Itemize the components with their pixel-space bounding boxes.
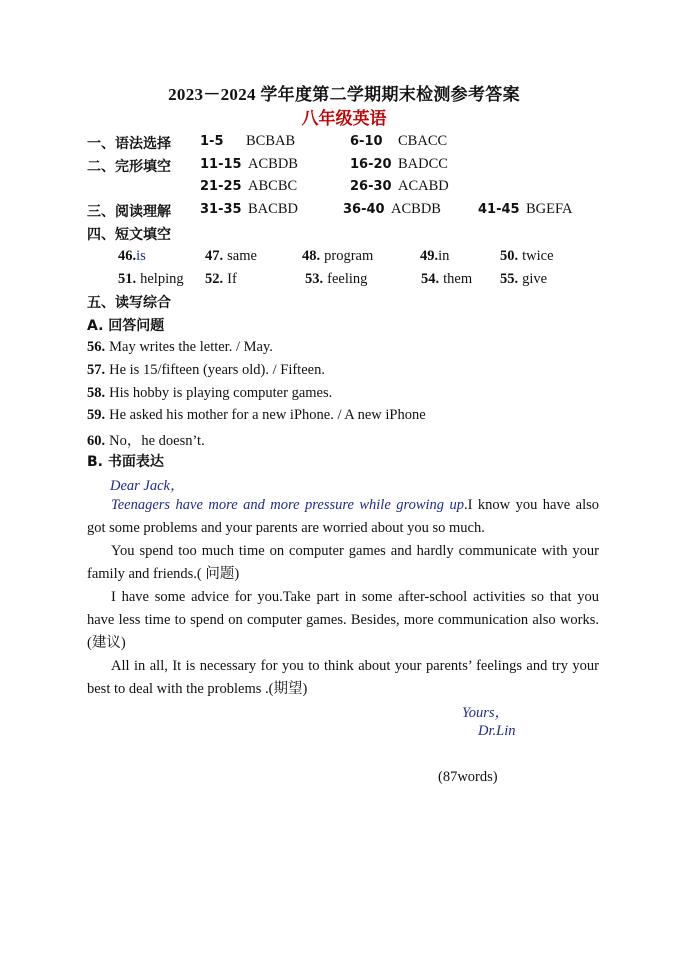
page-subtitle: 八年级英语 bbox=[301, 109, 387, 128]
topic-sentence: Teenagers have more and more pressure while growing up bbox=[111, 497, 464, 513]
answer-text: give bbox=[522, 271, 548, 287]
letter-paragraph-3 bbox=[87, 586, 599, 655]
blank-answer bbox=[302, 247, 373, 265]
qa-answer bbox=[87, 338, 273, 356]
answer-text: them bbox=[443, 271, 473, 287]
answer-key: BADCC bbox=[398, 156, 448, 172]
page-title: 2023－2024 学年度第二学期期末检测参考答案 bbox=[168, 85, 520, 104]
answer-key: ABCBC bbox=[248, 178, 298, 194]
question-number: 48. bbox=[302, 248, 321, 264]
answer-range: 11-15 bbox=[200, 157, 242, 172]
qa-answer bbox=[87, 361, 325, 379]
letter-greeting: Dear Jack， bbox=[110, 478, 185, 494]
question-number: 54. bbox=[421, 271, 440, 287]
blank-answer bbox=[205, 270, 237, 288]
question-number: 60. bbox=[87, 433, 106, 449]
question-number: 56. bbox=[87, 339, 106, 355]
answer-text: His hobby is playing computer games. bbox=[109, 385, 333, 401]
letter-signature: Dr.Lin bbox=[478, 723, 516, 739]
question-number: 51. bbox=[118, 271, 137, 287]
answer-range: 36-40 bbox=[343, 202, 385, 217]
section-integrated-heading: 五、读写综合 bbox=[87, 295, 171, 311]
answer-text: If bbox=[227, 271, 237, 287]
answer-text: helping bbox=[140, 271, 184, 287]
word-count: (87words) bbox=[438, 769, 498, 785]
paragraph-text: All in all, It is necessary for you to think about your parents’ feelings and try your best to deal with the problems .(期望) bbox=[87, 658, 599, 697]
answer-text: same bbox=[227, 248, 257, 264]
question-number: 59. bbox=[87, 407, 106, 423]
answer-range: 41-45 bbox=[478, 202, 520, 217]
part-a-heading: A. 回答问题 bbox=[87, 318, 165, 334]
paragraph-text: I have some advice for you.Take part in some after-school activities so that you have less time to spend on computer games. Besides, more communication also works.(建议) bbox=[87, 589, 599, 651]
question-number: 53. bbox=[305, 271, 324, 287]
letter-paragraph-2 bbox=[87, 540, 599, 586]
blank-answer bbox=[305, 270, 367, 288]
blank-answer bbox=[500, 247, 554, 265]
answer-text: in bbox=[438, 248, 450, 264]
qa-answer bbox=[87, 384, 332, 402]
section-cloze-heading: 二、完形填空 bbox=[87, 159, 171, 175]
question-number: 52. bbox=[205, 271, 224, 287]
question-number: 47. bbox=[205, 248, 224, 264]
answer-text: He is 15/fifteen (years old). / Fifteen. bbox=[109, 362, 325, 378]
qa-answer bbox=[87, 429, 205, 450]
blank-answer bbox=[421, 270, 472, 288]
answer-key: ACBDB bbox=[391, 201, 441, 217]
blank-answer bbox=[118, 270, 184, 288]
answer-range: 31-35 bbox=[200, 202, 242, 217]
paragraph-text: .I know you have also got some problems and your parents are worried about you so much. bbox=[87, 497, 599, 536]
answer-text: is bbox=[136, 248, 146, 264]
answer-range: 1-5 bbox=[200, 134, 224, 149]
blank-answer bbox=[500, 270, 547, 288]
letter-paragraph-4 bbox=[87, 655, 599, 701]
answer-text: twice bbox=[522, 248, 554, 264]
question-number: 57. bbox=[87, 362, 106, 378]
question-number: 50. bbox=[500, 248, 519, 264]
answer-text: program bbox=[324, 248, 374, 264]
blank-answer bbox=[420, 247, 449, 265]
answer-key: BCBAB bbox=[246, 133, 296, 149]
answer-range: 6-10 bbox=[350, 134, 383, 149]
letter-closing: Yours， bbox=[462, 705, 510, 721]
blank-answer bbox=[205, 247, 257, 265]
answer-key: ACBDB bbox=[248, 156, 298, 172]
paragraph-text: You spend too much time on computer games and hardly communicate with your family and friends.( 问题) bbox=[87, 543, 599, 582]
answer-key: CBACC bbox=[398, 133, 448, 149]
answer-range: 26-30 bbox=[350, 179, 392, 194]
blank-answer bbox=[118, 247, 146, 265]
answer-text: No，he doesn’t. bbox=[109, 433, 205, 449]
question-number: 55. bbox=[500, 271, 519, 287]
question-number: 58. bbox=[87, 385, 106, 401]
letter-paragraph-1 bbox=[87, 494, 599, 540]
answer-key: BACBD bbox=[248, 201, 298, 217]
question-number: 46. bbox=[118, 248, 137, 264]
section-blanks-heading: 四、短文填空 bbox=[87, 227, 171, 243]
answer-text: May writes the letter. / May. bbox=[109, 339, 273, 355]
question-number: 49. bbox=[420, 248, 439, 264]
answer-text: feeling bbox=[327, 271, 368, 287]
answer-key: BGEFA bbox=[526, 201, 573, 217]
answer-key: ACABD bbox=[398, 178, 449, 194]
part-b-heading: B. 书面表达 bbox=[87, 454, 164, 470]
section-reading-heading: 三、阅读理解 bbox=[87, 204, 171, 220]
section-grammar-heading: 一、语法选择 bbox=[87, 136, 171, 152]
qa-answer bbox=[87, 406, 426, 424]
answer-text: He asked his mother for a new iPhone. / A new iPhone bbox=[109, 407, 426, 423]
answer-range: 16-20 bbox=[350, 157, 392, 172]
answer-range: 21-25 bbox=[200, 179, 242, 194]
